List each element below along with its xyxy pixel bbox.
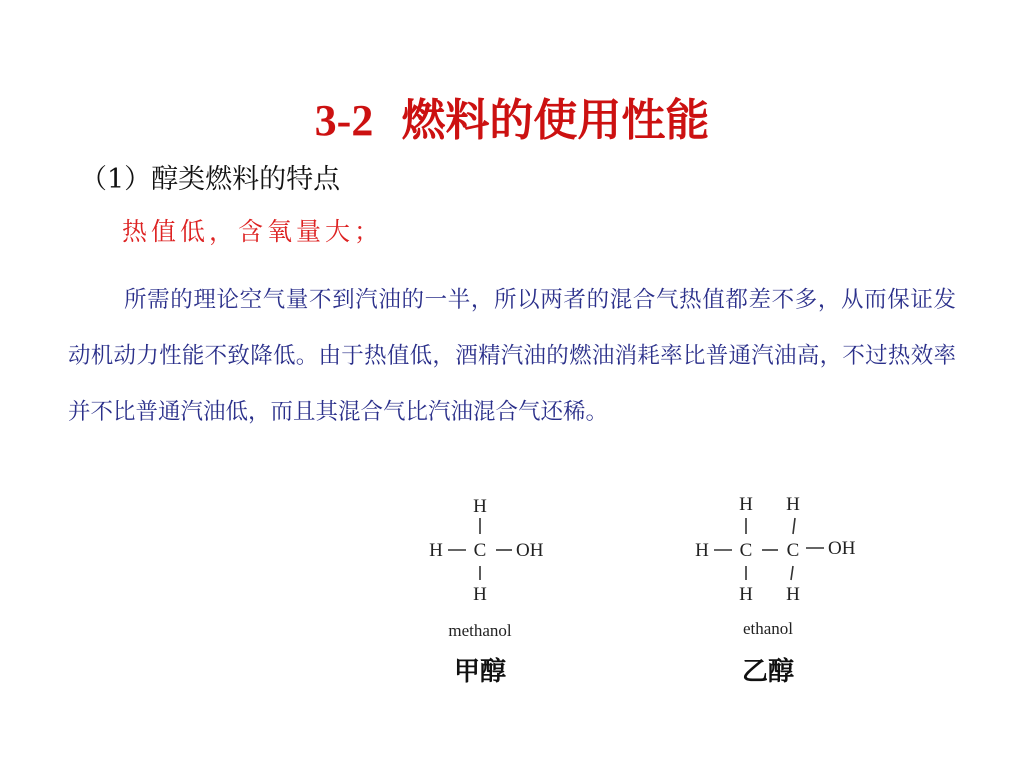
ethanol-c-2: C [786, 540, 800, 561]
methanol-c: C [473, 540, 487, 561]
ethanol-bond-bottom-2 [791, 566, 793, 580]
methanol-diagram [400, 480, 640, 710]
ethanol-english-name: ethanol [742, 619, 794, 638]
methanol-h-left: H [429, 540, 443, 561]
ethanol-h-top-1: H [739, 494, 753, 515]
ethanol-diagram [672, 480, 932, 710]
ethanol-h-bottom-1: H [739, 584, 753, 605]
ethanol-chinese-name: 乙醇 [741, 657, 795, 687]
title-text: 燃料的使用性能 [401, 95, 710, 147]
ethanol-h-left: H [695, 540, 709, 561]
methanol-h-top: H [473, 496, 487, 517]
methanol-english-name: methanol [448, 621, 512, 640]
slide-title [0, 89, 1024, 153]
methanol-oh: OH [516, 540, 544, 561]
ethanol-h-top-2: H [786, 494, 800, 515]
title-number: 3-2 [314, 96, 374, 146]
methanol-structure [400, 480, 640, 710]
ethanol-oh: OH [828, 538, 856, 559]
ethanol-bond-top-2 [793, 518, 795, 534]
body-paragraph: 所需的理论空气量不到汽油的一半，所以两者的混合气热值都差不多，从而保证发动机动力性能不致降低。由于热值低，酒精汽油的燃油消耗率比普通汽油高，不过热效率并不比普通汽油低，而且其混合气比汽油混合气还稀。 [68, 287, 956, 425]
section-heading: （1）醇类燃料的特点 [80, 164, 341, 195]
ethanol-c-1: C [739, 540, 753, 561]
ethanol-structure [672, 480, 932, 710]
highlight-text: 热值低，含氧量大； [122, 217, 384, 246]
methanol-h-bottom: H [473, 584, 487, 605]
methanol-chinese-name: 甲醇 [453, 657, 507, 687]
ethanol-h-bottom-2: H [786, 584, 800, 605]
